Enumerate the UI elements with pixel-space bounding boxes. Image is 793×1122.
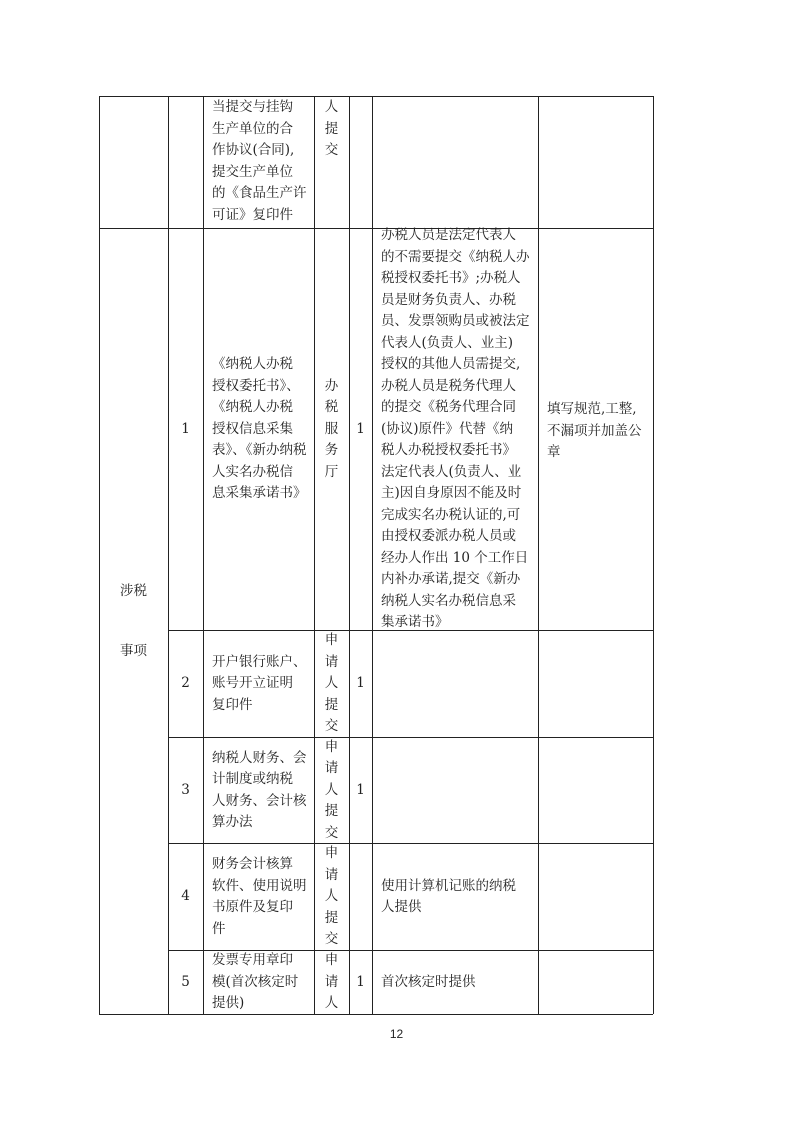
cell-no (168, 97, 203, 228)
cell-requirement (538, 738, 653, 843)
cell-no: 2 (181, 675, 190, 692)
cell-source: 申 请 人 (324, 952, 339, 1012)
cell-copies: 1 (356, 781, 365, 798)
cell-copies: 1 (356, 675, 365, 692)
cell-copies (349, 844, 372, 950)
cell-no: 4 (181, 888, 190, 905)
cell-requirement (538, 951, 653, 1014)
cell-note: 使用计算机记账的纳税 人提供 (381, 877, 516, 915)
cell-requirement: 填写规范,工整, 不漏项并加盖公 章 (547, 401, 642, 460)
cell-material: 纳税人财务、会 计制度或纳税 人财务、会计核 算办法 (212, 749, 307, 830)
cell-note (372, 97, 538, 228)
cell-material: 发票专用章印 模(首次核定时 提供) (212, 952, 299, 1012)
cell-copies (349, 97, 372, 228)
cell-source: 人 提 交 (324, 99, 339, 158)
cell-note: 办税人员是法定代表人 的不需要提交《纳税人办 税授权委托书》;办税人 员是财务负责人、办税 员、发票领购员或被法定 代表人(负责人、业主) 授权的其他人员需提交, 办税人员是税务代理人 的提交《税务代理合同 (协议)原件》代替《纳 税人办税授权委托书》 法定代表人(负责人、业 主)因自身原因不能及时 完成实名办税认证的,可 由授权委派办税人员或 经办人作出 10 个工作日 内补办承诺,提交《新办 纳税人实名办税信息采 集承诺书》 (381, 227, 530, 631)
cell-no: 1 (181, 420, 190, 437)
category-cell: 涉税 事项 (120, 583, 147, 659)
cell-copies: 1 (356, 420, 365, 437)
cell-source: 申 请 人 提 交 (324, 738, 339, 841)
cell-material: 当提交与挂钩 生产单位的合 作协议(合同), 提交生产单位 的《食品生产许 可证》复印件 (212, 99, 307, 223)
cell-requirement (538, 844, 653, 950)
cell-source: 申 请 人 提 交 (324, 845, 339, 948)
cell-requirement (538, 631, 653, 737)
cell-material: 《纳税人办税 授权委托书》、 《纳税人办税 授权信息采集 表》、《新办纳税 人实名办税信 息采集承诺书》 (212, 356, 307, 502)
cell-no: 5 (181, 973, 190, 990)
cell-note (372, 631, 538, 737)
cell-source: 申 请 人 提 交 (324, 632, 339, 735)
cell-note: 首次核定时提供 (381, 973, 476, 990)
row-border (99, 1014, 653, 1015)
column-border (653, 96, 654, 1014)
cell-material: 开户银行账户、 账号开立证明 复印件 (212, 653, 307, 713)
cell-requirement (538, 97, 653, 228)
cell-note (372, 738, 538, 843)
cell-copies: 1 (356, 973, 365, 990)
cell-source: 办 税 服 务 厅 (324, 377, 339, 480)
page-number: 12 (389, 1027, 404, 1041)
cell-no: 3 (181, 781, 190, 798)
cell-material: 财务会计核算 软件、使用说明 书原件及复印 件 (212, 856, 307, 937)
